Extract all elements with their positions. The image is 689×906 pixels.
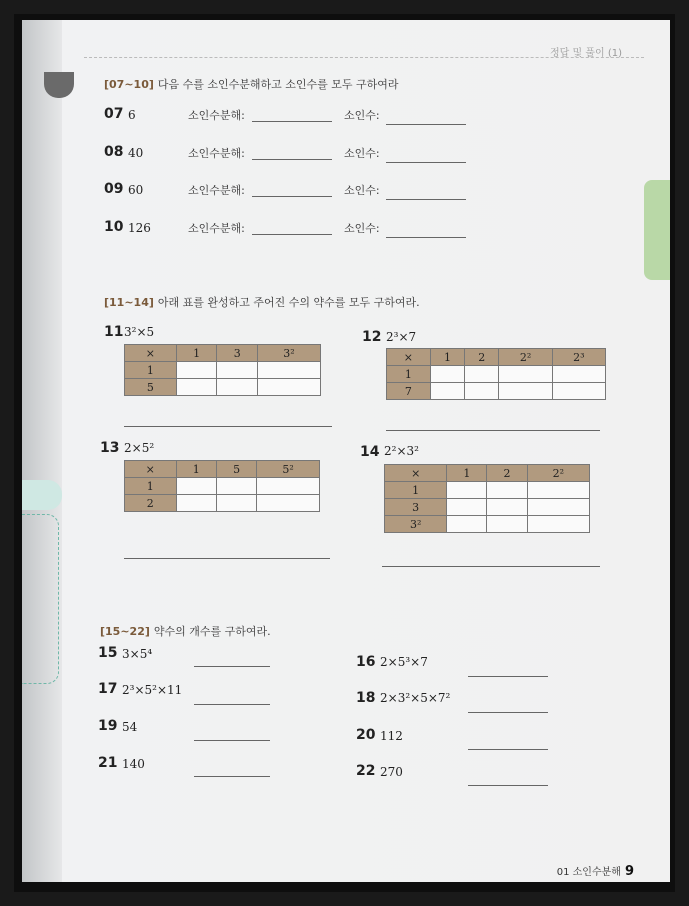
table-answer-cell[interactable] xyxy=(527,516,589,533)
table-answer-cell[interactable] xyxy=(487,516,527,533)
divisors-answer-blank[interactable] xyxy=(124,558,330,559)
table-answer-cell[interactable] xyxy=(257,362,320,379)
table-answer-cell[interactable] xyxy=(430,383,464,400)
section-title-15-22 xyxy=(100,623,271,639)
table-header-cell: × xyxy=(125,461,177,478)
section-title-11-14 xyxy=(104,294,420,310)
problem-number: 12 xyxy=(362,329,382,345)
table-row-header: 1 xyxy=(387,366,431,383)
problem-value: 126 xyxy=(128,221,151,235)
table-answer-cell[interactable] xyxy=(499,366,552,383)
prime-factor-answer-blank[interactable] xyxy=(386,124,466,125)
problem-number: 19 xyxy=(98,718,118,734)
problem-number: 21 xyxy=(98,755,118,771)
count-answer-blank[interactable] xyxy=(194,666,270,667)
left-note-box xyxy=(22,514,59,684)
table-header-cell: 1 xyxy=(176,345,217,362)
count-answer-blank[interactable] xyxy=(468,749,548,750)
count-answer-blank[interactable] xyxy=(194,740,270,741)
divisors-answer-blank[interactable] xyxy=(382,566,600,567)
factorization-label: 소인수분해: xyxy=(188,147,245,160)
divisors-answer-blank[interactable] xyxy=(386,430,600,431)
problem-expression: 112 xyxy=(380,729,403,743)
prime-factor-answer-blank[interactable] xyxy=(386,199,466,200)
table-answer-cell[interactable] xyxy=(257,379,320,396)
prime-factor-label: 소인수: xyxy=(344,184,380,197)
table-answer-cell[interactable] xyxy=(487,499,527,516)
problem-expression: 2³×7 xyxy=(386,330,417,344)
binder-hook xyxy=(44,72,74,98)
table-row-header: 5 xyxy=(125,379,177,396)
problem-expression: 2³×5²×11 xyxy=(122,683,183,697)
problem-number: 08 xyxy=(104,144,124,160)
table-answer-cell[interactable] xyxy=(527,499,589,516)
problem-value: 6 xyxy=(128,108,136,122)
problem-number: 17 xyxy=(98,681,118,697)
problem-expression: 54 xyxy=(122,720,138,734)
table-header-cell: 5 xyxy=(216,461,256,478)
problem-value: 60 xyxy=(128,183,144,197)
table-answer-cell[interactable] xyxy=(176,495,216,512)
table-header-cell: 2 xyxy=(465,349,499,366)
table-answer-cell[interactable] xyxy=(257,495,320,512)
table-header-cell: 1 xyxy=(176,461,216,478)
table-row-header: 1 xyxy=(385,482,447,499)
problem-expression: 2×3²×5×7² xyxy=(380,691,451,705)
prime-factor-label: 소인수: xyxy=(344,109,380,122)
table-answer-cell[interactable] xyxy=(552,383,605,400)
table-answer-cell[interactable] xyxy=(216,478,256,495)
divisors-answer-blank[interactable] xyxy=(124,426,332,427)
factorization-label: 소인수분해: xyxy=(188,222,245,235)
table-header-cell: 2² xyxy=(527,465,589,482)
table-row-header: 7 xyxy=(387,383,431,400)
problem-expression: 2×5² xyxy=(124,441,155,455)
table-answer-cell[interactable] xyxy=(465,366,499,383)
section-instruction: 다음 수를 소인수분해하고 소인수를 모두 구하여라 xyxy=(157,78,399,91)
page-number: 9 xyxy=(624,864,634,879)
factorization-answer-blank[interactable] xyxy=(252,159,332,160)
section-range: [11~14] xyxy=(104,296,154,309)
problem-number: 11 xyxy=(104,324,124,340)
table-row-header: 3² xyxy=(385,516,447,533)
table-answer-cell[interactable] xyxy=(527,482,589,499)
table-header-cell: 2² xyxy=(499,349,552,366)
factorization-answer-blank[interactable] xyxy=(252,234,332,235)
problem-number: 15 xyxy=(98,645,118,661)
prime-factor-answer-blank[interactable] xyxy=(386,162,466,163)
table-row-header: 3 xyxy=(385,499,447,516)
section-instruction: 아래 표를 완성하고 주어진 수의 약수를 모두 구하여라. xyxy=(157,296,420,309)
table-header-cell: 2 xyxy=(487,465,527,482)
problem-number: 22 xyxy=(356,763,376,779)
problem-expression: 270 xyxy=(380,765,403,779)
table-row-header: 1 xyxy=(125,478,177,495)
problem-expression: 3×5⁴ xyxy=(122,647,153,661)
table-answer-cell[interactable] xyxy=(257,478,320,495)
table-answer-cell[interactable] xyxy=(176,379,217,396)
table-header-cell: 5² xyxy=(257,461,320,478)
factorization-label: 소인수분해: xyxy=(188,184,245,197)
table-row-header: 1 xyxy=(125,362,177,379)
problem-number: 07 xyxy=(104,106,124,122)
workbook-page xyxy=(22,20,670,882)
section-title-07-10 xyxy=(104,76,399,92)
table-header-cell: 1 xyxy=(447,465,487,482)
binding-edge xyxy=(22,20,62,882)
table-answer-cell[interactable] xyxy=(465,383,499,400)
problem-number: 20 xyxy=(356,727,376,743)
divisor-table-14 xyxy=(384,464,590,533)
count-answer-blank[interactable] xyxy=(468,676,548,677)
table-answer-cell[interactable] xyxy=(217,379,258,396)
table-answer-cell[interactable] xyxy=(499,383,552,400)
table-row-header: 2 xyxy=(125,495,177,512)
count-answer-blank[interactable] xyxy=(194,776,270,777)
table-answer-cell[interactable] xyxy=(447,516,487,533)
table-answer-cell[interactable] xyxy=(487,482,527,499)
problem-expression: 2²×3² xyxy=(384,444,419,458)
problem-number: 13 xyxy=(100,440,120,456)
problem-expression: 140 xyxy=(122,757,145,771)
table-answer-cell[interactable] xyxy=(447,482,487,499)
prime-factor-label: 소인수: xyxy=(344,222,380,235)
prime-factor-label: 소인수: xyxy=(344,147,380,160)
count-answer-blank[interactable] xyxy=(194,704,270,705)
divisor-table-13 xyxy=(124,460,320,512)
problem-expression: 3²×5 xyxy=(124,325,155,339)
section-instruction: 약수의 개수를 구하여라. xyxy=(153,625,271,638)
left-tab-decoration xyxy=(22,480,62,510)
factorization-label: 소인수분해: xyxy=(188,109,245,122)
problem-number: 18 xyxy=(356,690,376,706)
divisor-table-12 xyxy=(386,348,606,400)
chapter-title: 01 소인수분해 xyxy=(556,867,621,878)
table-header-cell: 3 xyxy=(217,345,258,362)
section-range: [15~22] xyxy=(100,625,150,638)
table-answer-cell[interactable] xyxy=(176,362,217,379)
problem-number: 16 xyxy=(356,654,376,670)
section-range: [07~10] xyxy=(104,78,154,91)
factorization-answer-blank[interactable] xyxy=(252,196,332,197)
table-answer-cell[interactable] xyxy=(216,495,256,512)
count-answer-blank[interactable] xyxy=(468,785,548,786)
table-answer-cell[interactable] xyxy=(430,366,464,383)
table-header-cell: × xyxy=(125,345,177,362)
factorization-answer-blank[interactable] xyxy=(252,121,332,122)
table-header-cell: 2³ xyxy=(552,349,605,366)
problem-number: 10 xyxy=(104,219,124,235)
prime-factor-answer-blank[interactable] xyxy=(386,237,466,238)
table-answer-cell[interactable] xyxy=(176,478,216,495)
table-header-cell: × xyxy=(385,465,447,482)
problem-value: 40 xyxy=(128,146,144,160)
count-answer-blank[interactable] xyxy=(468,712,548,713)
table-header-cell: 3² xyxy=(257,345,320,362)
problem-number: 09 xyxy=(104,181,124,197)
table-answer-cell[interactable] xyxy=(217,362,258,379)
problem-number: 14 xyxy=(360,444,380,460)
running-header: 정답 및 풀이 (1) xyxy=(549,48,622,59)
table-header-cell: × xyxy=(387,349,431,366)
table-header-cell: 1 xyxy=(430,349,464,366)
side-index-tab xyxy=(644,180,670,280)
divisor-table-11 xyxy=(124,344,321,396)
table-answer-cell[interactable] xyxy=(552,366,605,383)
problem-expression: 2×5³×7 xyxy=(380,655,428,669)
page-footer xyxy=(557,863,634,879)
table-answer-cell[interactable] xyxy=(447,499,487,516)
